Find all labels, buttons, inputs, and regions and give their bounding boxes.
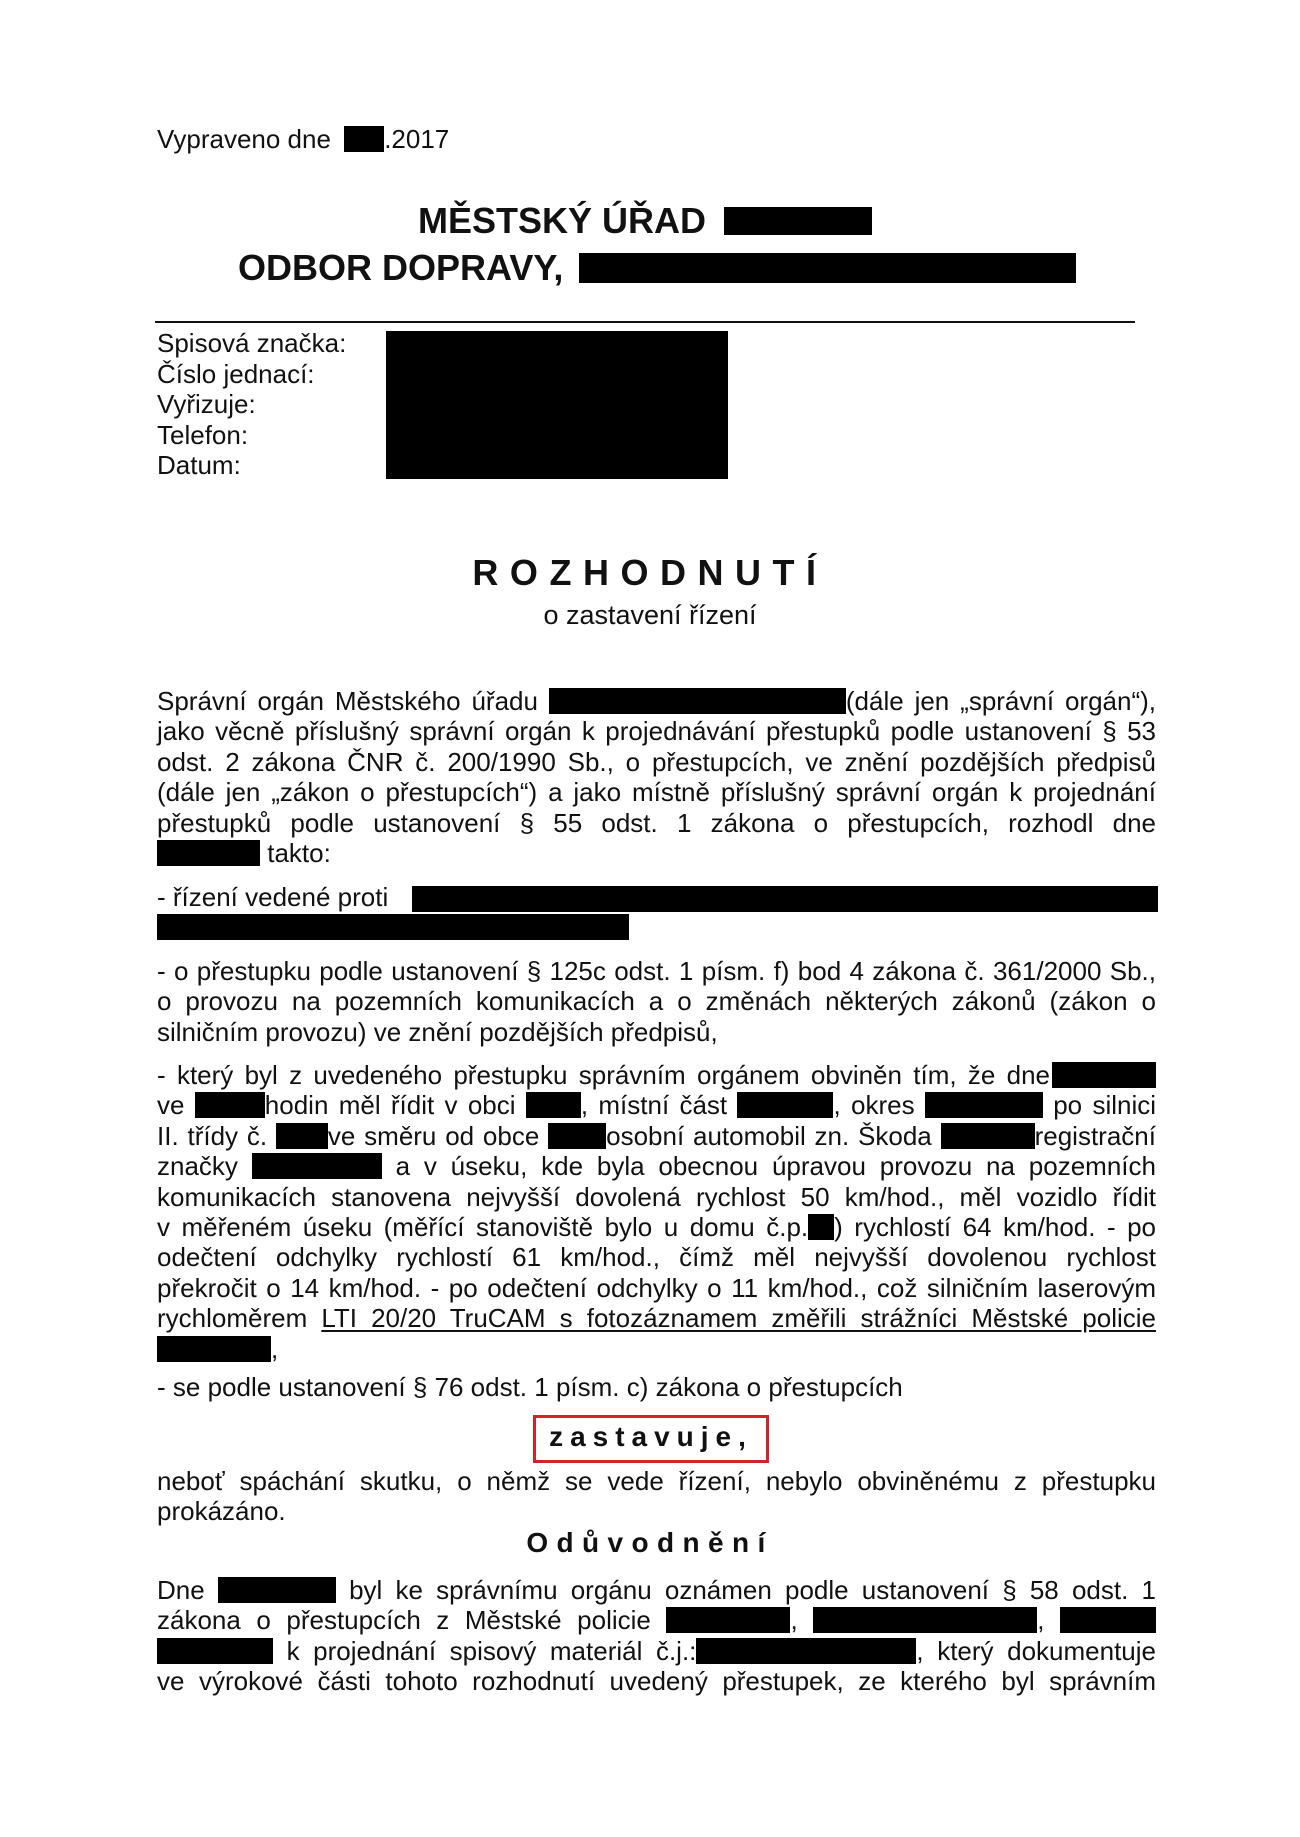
dispatch-date-line [157,124,449,155]
date-label: Datum: [157,450,241,480]
justification-text: , [790,1605,798,1636]
redaction-box [808,1214,834,1240]
metadata-redaction-box [386,331,728,479]
justification-text: , který dokumentuje [916,1635,1157,1666]
accusation-text: v měřeném úseku (měřící stanoviště bylo u domu č.p. [157,1212,809,1243]
proceeding-prefix: - řízení vedené proti [157,882,389,912]
redaction-box [737,1092,833,1118]
justification-text: , [1037,1605,1045,1636]
verdict-text: zastavuje, [549,1421,753,1452]
intro-line-text: takto: [267,838,331,869]
accusation-text: odečtení odchylky rychlostí 61 km/hod., čímž měl nejvyšší dovolenou rychlost [157,1242,1156,1273]
redaction-box [941,1123,1035,1149]
accusation-text: ve směru od obce [327,1120,540,1151]
redaction-box [1052,1062,1156,1088]
intro-line-text: (dále jen „správní orgán“), [845,686,1156,716]
intro-line-text: přestupků podle ustanovení § 55 odst. 1 zákona o přestupcích, rozhodl dne [157,807,1156,838]
redaction-box [1060,1607,1156,1633]
accusation-text: , okres [833,1090,915,1121]
justification-text: byl ke správnímu orgánu oznámen podle ustanovení § 58 odst. 1 [349,1575,1156,1605]
redaction-box [157,840,260,866]
file-metadata-labels [157,328,346,481]
redaction-box [549,688,846,714]
dispatch-suffix: .2017 [384,124,450,154]
redaction-box [925,1092,1043,1118]
redaction-box [157,914,629,940]
header-rule [155,321,1135,323]
accusation-text: , místní část [580,1090,728,1121]
phone-label: Telefon: [157,419,249,450]
accusation-text: a v úseku, kde byla obecnou úpravou provozu na pozemních [395,1151,1156,1182]
decision-title: ROZHODNUTÍ [472,552,828,593]
justification-heading: Odůvodnění [526,1527,774,1558]
accusation-paragraph [157,1060,1156,1364]
offence-line-text: silničním provozu) ve znění pozdějších předpisů, [157,1016,718,1047]
accusation-text: komunikacích stanovena nejvyšší dovolená rychlost 50 km/hod., měl vozidlo řídit [157,1181,1156,1212]
redaction-box [579,253,1076,283]
justification-text: ve výrokové části tohoto rozhodnutí uvedený přestupek, ze kterého byl správním [157,1666,1156,1697]
accusation-text: ve [157,1090,185,1121]
accusation-text: registrační [1034,1120,1156,1151]
intro-line-text: (dále jen „zákon o přestupcích“) a jako místně příslušný správní orgán k projednání [157,777,1156,808]
accusation-text: překročit o 14 km/hod. - po odečtení odchylky o 11 km/hod., což silničním laserovým [157,1272,1156,1303]
redaction-box [344,126,384,152]
redaction-box [195,1092,265,1118]
legal-basis-line: - se podle ustanovení § 76 odst. 1 písm. c) zákona o přestupcích [157,1372,903,1402]
intro-line-text: odst. 2 zákona ČNR č. 200/1990 Sb., o přestupcích, ve znění pozdějších předpisů [157,746,1156,777]
redaction-box [813,1607,1037,1633]
justification-text: Dne [157,1575,205,1605]
reason-paragraph [157,1466,1156,1527]
reason-line-text: neboť spáchání skutku, o němž se vede řízení, nebylo obviněnému z přestupku [157,1466,1156,1496]
offence-line-text: o provozu na pozemních komunikacích a o změnách některých zákonů (zákon o [157,986,1156,1017]
office-heading [418,200,872,242]
decision-subtitle: o zastavení řízení [543,600,757,630]
office-name: MĚSTSKÝ ÚŘAD [418,200,707,241]
redaction-box [276,1123,328,1149]
accusation-text: osobní automobil zn. Škoda [606,1120,932,1151]
department-heading [238,247,1076,289]
redaction-box [696,1638,916,1664]
intro-paragraph [157,686,1156,868]
offence-paragraph [157,956,1156,1047]
redaction-box [724,207,872,235]
department-name: ODBOR DOPRAVY, [238,247,564,288]
reference-number-label: Číslo jednací: [157,358,315,389]
justification-paragraph [157,1575,1156,1697]
underlined-device-text: LTI 20/20 TruCAM s fotozáznamem změřili strážníci Městské policie [321,1303,1156,1334]
accusation-text: rychloměrem [157,1303,308,1334]
accusation-text: ) rychlostí 64 km/hod. - po [834,1212,1157,1243]
redaction-box [252,1153,382,1179]
justification-text: k projednání spisový materiál č.j.: [286,1635,697,1666]
redaction-box [412,886,1158,912]
proceeding-line [157,882,388,913]
accusation-text: značky [157,1151,238,1182]
handler-label: Vyřizuje: [157,389,256,419]
redaction-box [218,1577,336,1603]
accusation-text: II. třídy č. [157,1120,268,1151]
justification-text: zákona o přestupcích z Městské policie [157,1605,651,1636]
accusation-text: - který byl z uvedeného přestupku správním orgánem obviněn tím, že dne [157,1060,1050,1090]
intro-line-text: jako věcně příslušný správní orgán k projednávání přestupků podle ustanovení § 53 [157,716,1156,747]
dispatch-prefix: Vypraveno dne [157,124,331,154]
accusation-text: po silnici [1053,1090,1157,1121]
offence-line-text: - o přestupku podle ustanovení § 125c odst. 1 písm. f) bod 4 zákona č. 361/2000 Sb., [157,956,1156,986]
redaction-box [666,1607,790,1633]
intro-line-text: Správní orgán Městského úřadu [157,686,538,716]
redaction-box [548,1123,606,1149]
redaction-box [526,1092,581,1118]
accusation-text: , [271,1333,279,1364]
file-number-label: Spisová značka: [157,328,347,358]
redaction-box [157,1638,273,1664]
accusation-text: hodin měl řídit v obci [264,1090,516,1121]
redaction-box [157,1336,271,1362]
reason-line-text: prokázáno. [157,1496,286,1527]
